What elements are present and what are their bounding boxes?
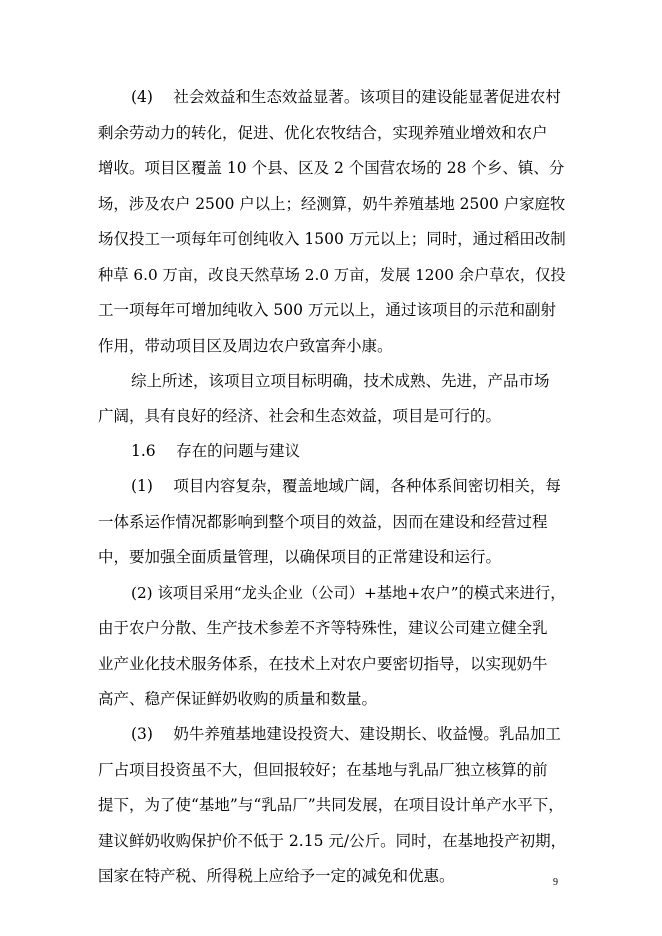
text-line: (2) 该项目采用“龙头企业（公司）+基地+农户”的模式来进行， bbox=[131, 584, 566, 602]
text-line: 提下，为了使“基地”与“乳品厂”共同发展，在项目设计单产水平下， bbox=[98, 796, 564, 814]
text-line: 场仅投工一项每年可创纯收入 1500 万元以上；同时，通过稻田改制 bbox=[98, 230, 566, 248]
text-line: (4) 社会效益和生态效益显著。该项目的建设能显著促进农村 bbox=[131, 88, 561, 106]
text-line: 中，要加强全面质量管理，以确保项目的正常建设和运行。 bbox=[98, 548, 502, 566]
text-line: 高产、稳产保证鲜奶收购的质量和数量。 bbox=[98, 690, 378, 708]
section-title: 1.6 存在的问题与建议 bbox=[131, 442, 301, 460]
text-line: (3) 奶牛养殖基地建设投资大、建设期长、收益慢。乳品加工 bbox=[131, 725, 561, 743]
text-line: 业产业化技术服务体系，在技术上对农户要密切指导，以实现奶牛 bbox=[98, 655, 548, 673]
text-line: 增收。项目区覆盖 10 个县、区及 2 个国营农场的 28 个乡、镇、分 bbox=[98, 159, 565, 177]
text-line: 剩余劳动力的转化，促进、优化农牧结合，实现养殖业增效和农户 bbox=[98, 124, 548, 142]
text-line: 作用，带动项目区及周边农户致富奔小康。 bbox=[98, 337, 393, 355]
text-line: 国家在特产税、所得税上应给予一定的减免和优惠。 bbox=[98, 867, 455, 885]
text-line: 综上所述，该项目立项目标明确，技术成熟、先进，产品市场 bbox=[131, 372, 550, 390]
text-line: 一体系运作情况都影响到整个项目的效益，因而在建设和经营过程 bbox=[98, 513, 548, 531]
page-number: 9 bbox=[553, 877, 558, 888]
text-line: 工一项每年可增加纯收入 500 万元以上，通过该项目的示范和副射 bbox=[98, 301, 556, 319]
text-line: 场，涉及农户 2500 户以上；经测算，奶牛养殖基地 2500 户家庭牧 bbox=[98, 195, 566, 213]
text-line: (1) 项目内容复杂，覆盖地域广阔，各种体系间密切相关，每 bbox=[131, 477, 561, 495]
text-line: 种草 6.0 万亩，改良天然草场 2.0 万亩，发展 1200 余户草农，仅投 bbox=[98, 266, 566, 284]
text-line: 由于农户分散、生产技术参差不齐等特殊性，建议公司建立健全乳 bbox=[98, 619, 548, 637]
text-line: 建议鲜奶收购保护价不低于 2.15 元/公斤。同时，在基地投产初期， bbox=[98, 832, 567, 850]
text-line: 广阔，具有良好的经济、社会和生态效益，项目是可行的。 bbox=[98, 407, 502, 425]
text-line: 厂占项目投资虽不大，但回报较好；在基地与乳品厂独立核算的前 bbox=[98, 761, 548, 779]
